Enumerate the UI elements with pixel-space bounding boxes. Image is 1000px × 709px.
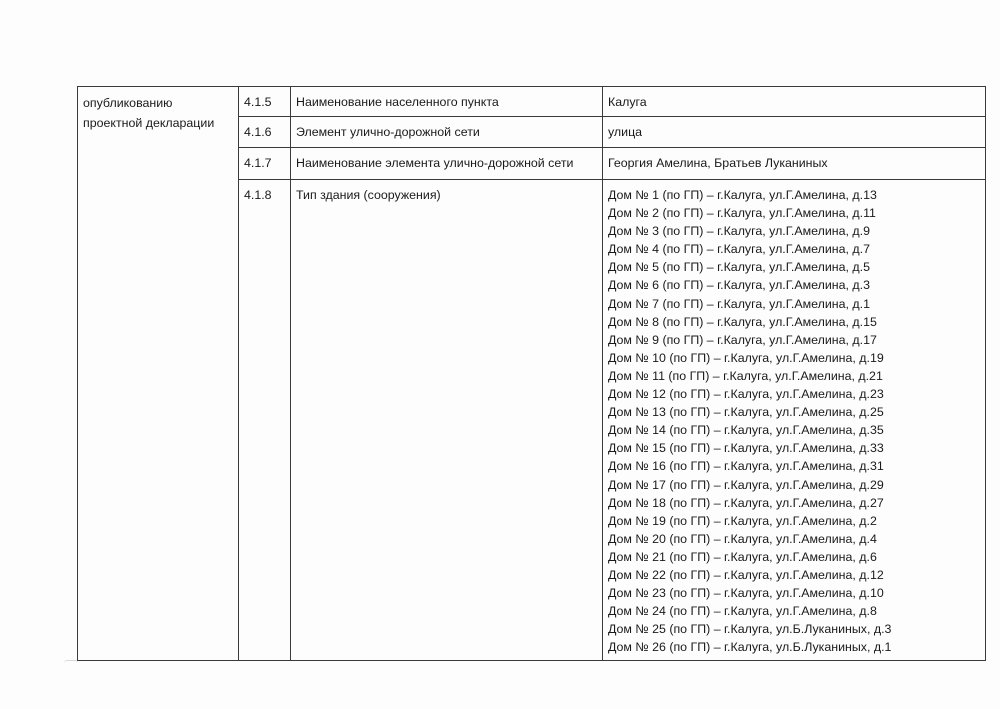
building-line: Дом № 8 (по ГП) – г.Калуга, ул.Г.Амелина, д.15 [608, 314, 877, 329]
building-line: Дом № 18 (по ГП) – г.Калуга, ул.Г.Амелина, д.27 [608, 495, 884, 510]
building-line: Дом № 5 (по ГП) – г.Калуга, ул.Г.Амелина, д.5 [608, 260, 870, 275]
item-value: Калуга [603, 87, 986, 117]
building-line: Дом № 13 (по ГП) – г.Калуга, ул.Г.Амелина, д.25 [608, 405, 884, 420]
declaration-table [77, 86, 986, 661]
buildings-list-cell [603, 180, 986, 661]
item-name: Тип здания (сооружения) [291, 180, 603, 661]
section-cell [78, 87, 239, 661]
building-line: Дом № 14 (по ГП) – г.Калуга, ул.Г.Амелина, д.35 [608, 423, 884, 438]
item-code: 4.1.6 [239, 117, 291, 148]
item-code: 4.1.5 [239, 87, 291, 117]
building-line: Дом № 4 (по ГП) – г.Калуга, ул.Г.Амелина, д.7 [608, 242, 870, 257]
item-name: Наименование элемента улично-дорожной сети [291, 148, 603, 180]
table-row [78, 87, 986, 117]
item-value: улица [603, 117, 986, 148]
item-value: Георгия Амелина, Братьев Луканиных [603, 148, 986, 180]
building-line: Дом № 16 (по ГП) – г.Калуга, ул.Г.Амелина, д.31 [608, 459, 884, 474]
building-line: Дом № 20 (по ГП) – г.Калуга, ул.Г.Амелина, д.4 [608, 531, 877, 546]
item-code: 4.1.7 [239, 148, 291, 180]
building-line: Дом № 23 (по ГП) – г.Калуга, ул.Г.Амелина, д.10 [608, 586, 884, 601]
building-line: Дом № 21 (по ГП) – г.Калуга, ул.Г.Амелина, д.6 [608, 549, 877, 564]
building-line: Дом № 9 (по ГП) – г.Калуга, ул.Г.Амелина, д.17 [608, 332, 877, 347]
building-line: Дом № 25 (по ГП) – г.Калуга, ул.Б.Луканиных, д.3 [608, 622, 892, 637]
section-label-line: проектной декларации [83, 116, 215, 130]
building-line: Дом № 3 (по ГП) – г.Калуга, ул.Г.Амелина, д.9 [608, 224, 870, 239]
building-line: Дом № 17 (по ГП) – г.Калуга, ул.Г.Амелина, д.29 [608, 477, 884, 492]
building-line: Дом № 15 (по ГП) – г.Калуга, ул.Г.Амелина, д.33 [608, 441, 884, 456]
building-line: Дом № 12 (по ГП) – г.Калуга, ул.Г.Амелина, д.23 [608, 387, 884, 402]
building-line: Дом № 11 (по ГП) – г.Калуга, ул.Г.Амелина, д.21 [608, 368, 883, 383]
building-line: Дом № 22 (по ГП) – г.Калуга, ул.Г.Амелина, д.12 [608, 567, 884, 582]
building-line: Дом № 1 (по ГП) – г.Калуга, ул.Г.Амелина, д.13 [608, 188, 877, 202]
scan-mark [64, 660, 78, 669]
item-code: 4.1.8 [239, 180, 291, 661]
building-line: Дом № 26 (по ГП) – г.Калуга, ул.Б.Луканиных, д.1 [608, 640, 892, 655]
building-line: Дом № 24 (по ГП) – г.Калуга, ул.Г.Амелина, д.8 [608, 604, 877, 619]
building-line: Дом № 19 (по ГП) – г.Калуга, ул.Г.Амелина, д.2 [608, 513, 877, 528]
building-line: Дом № 10 (по ГП) – г.Калуга, ул.Г.Амелина, д.19 [608, 350, 884, 365]
building-line: Дом № 2 (по ГП) – г.Калуга, ул.Г.Амелина, д.11 [608, 206, 876, 221]
building-line: Дом № 6 (по ГП) – г.Калуга, ул.Г.Амелина, д.3 [608, 278, 870, 293]
item-name: Наименование населенного пункта [291, 87, 603, 117]
item-name: Элемент улично-дорожной сети [291, 117, 603, 148]
section-label-line: опубликованию [83, 96, 173, 110]
building-line: Дом № 7 (по ГП) – г.Калуга, ул.Г.Амелина, д.1 [608, 296, 870, 311]
